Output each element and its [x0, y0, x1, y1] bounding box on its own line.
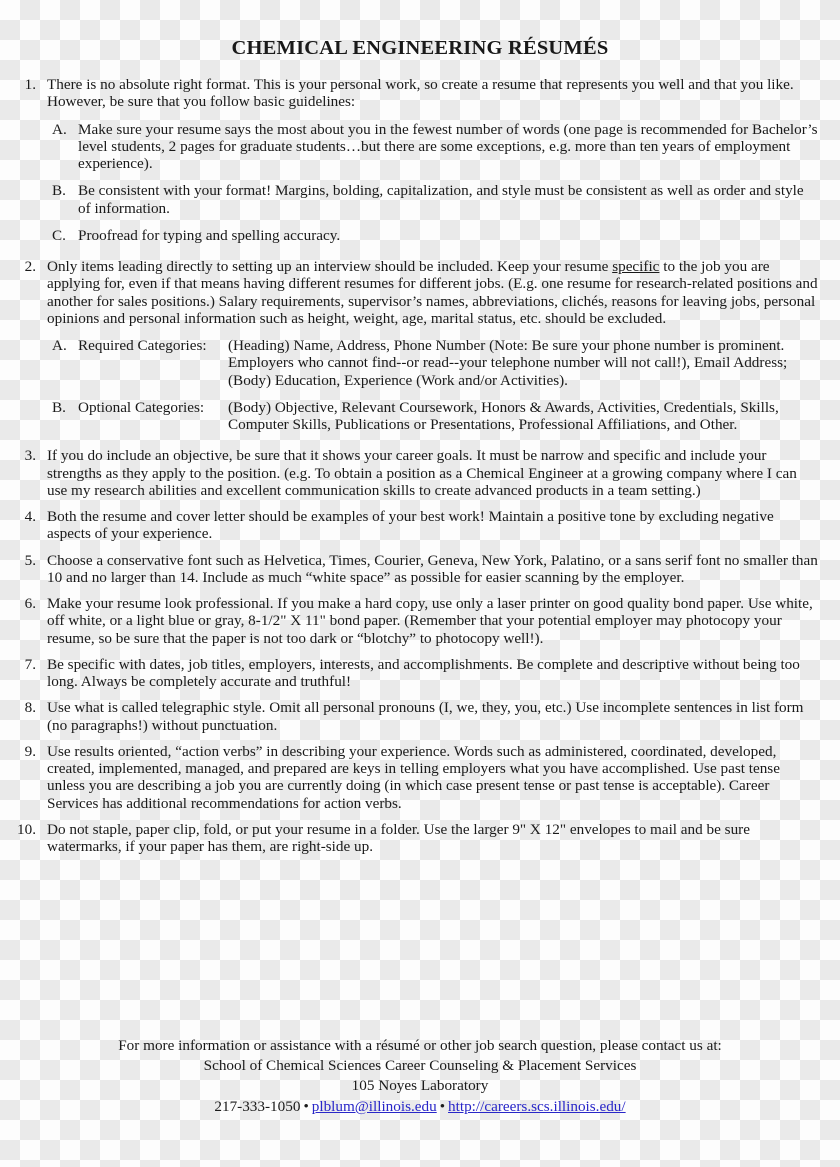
- list-item-9: [0, 743, 840, 812]
- footer-separator-2: •: [439, 1097, 446, 1115]
- list-item-6-marker: 6.: [24, 595, 36, 612]
- footer-line-contacts: [0, 1097, 840, 1117]
- list-item-2-sub-a-text: (Heading) Name, Address, Phone Number (Note: Be sure your phone number is prominent. Employers who cannot find--or read--your telephone number will not call!), Email Address; (Body) Education, Experience (Work and/or Activities).: [228, 337, 788, 389]
- list-item-3-text: If you do include an objective, be sure that it shows your career goals. It must be narrow and specific and include your strengths as they apply to the position. (e.g. To obtain a position as a Chemical Engineer at a growing company where I can use my research abilities and excellent communication skills to create advanced products in a team setting.): [47, 447, 797, 499]
- list-item-2-sub-b-marker: B.: [52, 398, 66, 416]
- list-item-2-text-before: Only items leading directly to setting up an interview should be included. Keep your resume: [47, 258, 613, 275]
- list-item-9-text: Use results oriented, “action verbs” in describing your experience. Words such as administered, coordinated, developed, created, implemented, managed, and prepared are keys in telling employers what you have accomplished. Use past tense unless you are describing a job you are currently doing (in which case present tense or past tense is acceptable). Career Services has additional recommendations for action verbs.: [47, 742, 780, 812]
- list-item-2-sub-a: [0, 337, 840, 389]
- list-item-6: [0, 595, 840, 647]
- footer-line-office-name: School of Chemical Sciences Career Counseling & Placement Services: [203, 1057, 637, 1075]
- list-item-2-sub-b: [0, 399, 840, 434]
- footer-phone: 217-333-1050: [214, 1097, 301, 1115]
- list-item-1-sub-c: [0, 227, 840, 244]
- list-item-1-sub-b-text: Be consistent with your format! Margins, bolding, capitalization, and style must be consistent as well as order and style of information.: [78, 182, 804, 217]
- list-item-1-sub-c-text: Proofread for typing and spelling accuracy.: [78, 226, 341, 244]
- list-item-2-sub-b-text: (Body) Objective, Relevant Coursework, Honors & Awards, Activities, Credentials, Skills, Computer Skills, Publications or Presentations, Professional Affiliations, and Other.: [228, 398, 779, 433]
- list-item-2-text-after: to the job you are applying for, even if that means having different resumes for different jobs. (E.g. one resume for research-related positions and another for sales positions.) Salary requirements, supervisor’s names, abbreviations, clichés, reasons for leaving jobs, personal opinions and personal information such as height, weight, age, marital status, etc. should be excluded.: [47, 258, 818, 327]
- list-item-1-marker: 1.: [24, 76, 36, 93]
- list-item-1-sub-c-marker: C.: [52, 226, 66, 244]
- list-item-3: [0, 447, 840, 499]
- list-item-8-marker: 8.: [24, 699, 36, 717]
- list-item-10: [0, 821, 840, 856]
- list-item-4-marker: 4.: [24, 508, 36, 525]
- footer-separator-1: •: [303, 1097, 309, 1115]
- list-item-2-marker: 2.: [24, 258, 36, 275]
- footer-website-link[interactable]: http://careers.scs.illinois.edu/: [448, 1097, 626, 1115]
- list-item-1-sub-a-marker: A.: [52, 120, 67, 138]
- list-item-5-marker: 5.: [24, 551, 36, 569]
- list-item-9-marker: 9.: [24, 742, 36, 760]
- list-item-1-sub-b-marker: B.: [52, 182, 66, 200]
- list-item-1-sub-b: [0, 182, 840, 217]
- list-item-10-text: Do not staple, paper clip, fold, or put your resume in a folder. Use the larger 9" X 12" envelopes to mail and be sure watermarks, if your paper has them, are right-side up.: [47, 820, 750, 855]
- list-item-2: [0, 258, 840, 327]
- list-item-2-sub-a-label: Required Categories:: [78, 337, 207, 354]
- document-footer: [0, 1036, 840, 1117]
- list-item-7-marker: 7.: [24, 655, 36, 673]
- list-item-2-emphasis: specific: [612, 258, 660, 275]
- footer-line-address: 105 Noyes Laboratory: [351, 1077, 489, 1095]
- list-item-5: [0, 552, 840, 587]
- guidelines-list: [0, 76, 840, 864]
- list-item-8-text: Use what is called telegraphic style. Omit all personal pronouns (I, we, they, you, etc.) Use incomplete sentences in list form (no paragraphs!) without punctuation.: [47, 699, 804, 734]
- list-item-7: [0, 656, 840, 691]
- list-item-1: [0, 76, 840, 111]
- list-item-8: [0, 699, 840, 734]
- list-item-2-sub-a-marker: A.: [52, 337, 67, 354]
- list-item-5-text: Choose a conservative font such as Helvetica, Times, Courier, Geneva, New York, Palatino, or a sans serif font no smaller than 10 and no larger than 14. Include as much “white space” as possible for easier scanning by the employer.: [47, 551, 818, 586]
- footer-email-link[interactable]: plblum@illinois.edu: [311, 1097, 437, 1115]
- list-item-6-text: Make your resume look professional. If you make a hard copy, use only a laser printer on good quality bond paper. Use white, off white, or a light blue or gray, 8-1/2" X 11" bond paper. (Remember that your potential employer may photocopy your resume, so be sure that the paper is not too dark or “blotchy” to photocopy well!).: [47, 595, 813, 647]
- list-item-1-text: There is no absolute right format. This is your personal work, so create a resume that represents you well and that you like. However, be sure that you follow basic guidelines:: [47, 76, 794, 111]
- list-item-2-sub-b-label: Optional Categories:: [78, 398, 205, 416]
- list-item-2-text: [47, 258, 818, 327]
- list-item-1-sub-a: [0, 121, 840, 173]
- page-title: CHEMICAL ENGINEERING RÉSUMÉS: [231, 37, 609, 59]
- list-item-3-marker: 3.: [24, 447, 36, 465]
- list-item-10-marker: 10.: [17, 820, 36, 838]
- list-item-4-text: Both the resume and cover letter should be examples of your best work! Maintain a positive tone by excluding negative aspects of your experience.: [47, 508, 774, 543]
- footer-line-contact-prompt: For more information or assistance with a résumé or other job search question, please contact us at:: [118, 1037, 722, 1054]
- list-item-1-sub-a-text: Make sure your resume says the most about you in the fewest number of words (one page is recommended for Bachelor’s level students, 2 pages for graduate students…but there are some exceptions, e.g. more than ten years of employment experience).: [78, 120, 818, 172]
- list-item-7-text: Be specific with dates, job titles, employers, interests, and accomplishments. Be complete and descriptive without being too long. Always be completely accurate and truthful!: [47, 655, 800, 690]
- list-item-4: [0, 508, 840, 543]
